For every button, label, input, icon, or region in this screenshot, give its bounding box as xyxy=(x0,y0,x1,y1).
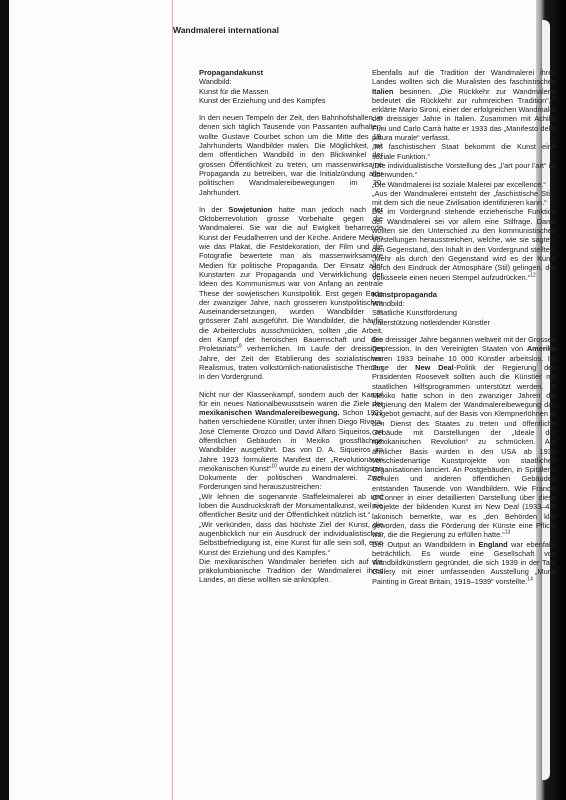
quote: „Wir lehnen die sogenannte Staffeleimalerei ab und loben die Ausdruckskraft der Monumentalkunst, weil sie öffentlicher Besitz und der Öffentlichkeit nützlich ist.“ xyxy=(199,491,383,520)
section-subtitle: Wandbild: xyxy=(199,77,232,87)
footnote-ref: 12 xyxy=(530,272,536,279)
quote: „Wir verkünden, dass das höchste Ziel der Kunst, die augenblicklich nur ein Ausdruck der individualistischen Selbstbefriedigung ist, eine Kunst für alle sein soll, eine Kunst der Erziehung und des Kampfes.“ xyxy=(199,519,383,557)
section-heading: Propagandakunst xyxy=(199,68,264,77)
margin-rule xyxy=(172,0,173,800)
running-header: Wandmalerei international xyxy=(173,25,279,35)
paragraph: Die im Vordergrund stehende erzieherische Funktion der Wandmalerei sei vor allem eine Stilfrage. Damit wollten sie den Unterschied zu den kommunistischen Vorstellungen herausstreichen, welche, wie sie sagten, den Gegenstand, den Inhalt in den Vordergrund stellten. „Mehr als durch den Gegenstand wird es der Kunst durch den Eindruck der Atmosphäre (Stil) gelingen, der Volksseele einen neuen Stempel aufzudrücken.“$^{12}$ xyxy=(372,207,556,282)
section-subtitle: Staatliche Kunstförderung xyxy=(372,308,458,318)
quote: „Die Wandmalerei ist soziale Malerei par excellence.“ xyxy=(372,179,546,189)
footnote-ref: 14 xyxy=(527,576,533,583)
paragraph: Die mexikanischen Wandmaler beriefen sich auf die präkolumbianische Tradition der Wandmalerei ihres Landes, an diese wollten sie anknüpfen. xyxy=(199,556,383,585)
quote: „Die individualistische Vorstellung des „l’art pour l’art“ ist überwunden.“ xyxy=(372,160,556,180)
paragraph: In der Sowjetunion hatte man jedoch nach der Oktoberrevolution grosse Vorbehalte gegen die Wandmalerei. Sie war die auf Ewigkeit beharrende Kunst der Feudalherren und der Kirche. Andere Medien wie das Plakat, die Festdekoration, der Film und die Fotografie bewertete man als massenwirksamere Medien für politische Propaganda. Der Einsatz aller Kunstarten zur Propaganda und Verwirklichung der Ideen des Kommunismus war von Anfang an zentrale These der sowjetischen Kunstpolitik. Erst gegen Ende der zwanziger Jahre, nach grosseren kunstpolitischen Auseinandersetzungen, wurden Wandbilder in grösserer Zahl ausgeführt. Die Wandbilder, die häufig die Arbeiterclubs ausschmückten, sollten „die Arbeit, den Kampf der heroischen Bauernschaft und des Proletariats“$^9$ verherrlichen. Im Laufe der dreissiger Jahre, der Zeit der Etablierung des sozialistischen Realismus, traten volkstümlich-nationalistische Themen in den Vordergrund. xyxy=(199,204,383,382)
text-column-right xyxy=(372,68,556,586)
footnote-ref: 9 xyxy=(238,343,242,350)
quote: „Aus der Wandmalerei entsteht der „faschistische Stil“, mit dem sich die neue Zivilisation identifizieren kann.“ xyxy=(372,188,556,208)
paragraph: Die dreissiger Jahre begannen weltweit mit der Grossen Depression. In den Vereinigten Staaten von Amerika waren 1933 beinahe 10 000 Künstler arbeitslos. Im Zuge der New Deal-Politik der Regierung des Präsidenten Roosevelt sollten auch die Künstler mit staatlichen Hilfsprogrammen unterstützt werden. In Mexiko hatte schon in den zwanziger Jahren die Regierung den Malern der Wandmalereibewegung das Angebot gemacht, auf der Basis von Klempnerlöhnen in den Dienst des Staates zu treten und öffentliche Gebäude mit Darstellungen der „Ideale der mexikanischen Revolution“ zu schmücken. Auf ähnlicher Basis wurden in den USA ab 1933 verschiedenartige Kunstprojekte von staatlichen Organisationen lanciert. An Postgebäuden, in Spitälern, Schulen und anderen öffentlichen Gebäuden entstanden Tausende von Wandbildern. Wie Francis O’Conner in einer detaillierten Darstellung über diese Projekte der bildenden Kunst im New Deal (1933–43) lakonisch bemerkte, war es „den Behörden klar geworden, dass die Förderung der Künste eine Pflicht war, die die Regierung zu erfüllen hatte.“$^{13}$ xyxy=(372,335,556,540)
paragraph: Der Output an Wandbildern in England war ebenfalls beträchtlich. Es wurde eine Gesellschaft von Wandbildkünstlern gegründet, die sich 1939 in der Tate Gallery mit einer umfassenden Ausstellung „Mural Painting in Great Britain, 1919–1939“ vorstellte.$^{14}$ xyxy=(372,539,556,586)
footnote-ref: 10 xyxy=(271,463,277,470)
section-subtitle: Kunst der Erziehung und des Kampfes xyxy=(199,95,326,105)
paragraph: Nicht nur der Klassenkampf, sondern auch der Kampf für ein neues Nationalbewusstsein waren die Ziele der mexikanischen Wandmalereibewegung. Schon 1921 hatten verschiedene Künstler, unter ihnen Diego Rivera, José Clemente Orozco und David Alfaro Siqueiros, an öffentlichen Gebäuden in Mexiko grossflächige Wandbilder ausgeführt. Das von D. A. Siqueiros im Jahre 1923 formulierte Manifest der „Revolutionären mexikanischen Kunst“$^{10}$ wurde zu einem der wichtigsten Dokumente der politischen Wandmalerei. Zwei Forderungen sind herauszustreichen: xyxy=(199,389,383,492)
paragraph: In den neuen Tempeln der Zeit, den Bahnhofshallen, in denen sich täglich Tausende von Passanten aufhalten, wollte Gustave Courbet schon um die Mitte des 19. Jahrhunderts Wandbilder malen. Die Möglichkeit, mit dem öffentlichen Wandbild in den Blickwinkel der grossen Öffentlichkeit zu treten, um massenwirksame Propaganda zu betreiben, war die Initialzündung aller politischen Wandmalereibewegungen im 20. Jahrhundert. xyxy=(199,113,383,197)
section-subtitle: Kunst für die Massen xyxy=(199,86,269,96)
text-column-left xyxy=(199,68,383,585)
footnote-ref: 11 xyxy=(550,95,556,102)
footnote-ref: 13 xyxy=(504,529,511,536)
book-page xyxy=(9,0,556,800)
scan-border-left xyxy=(0,0,9,800)
section-subtitle: Unterstützung notleidender Künstler xyxy=(372,317,490,327)
quote: „Im faschistischen Staat bekommt die Kunst eine soziale Funktion.“ xyxy=(372,142,556,161)
section-subtitle: Wandbild: xyxy=(372,299,405,309)
paragraph: Ebenfalls auf die Tradition der Wandmalerei ihres Landes wollten sich die Muralisten des faschistischen Italien besinnen. „Die Rückkehr zur Wandmalerei bedeutet die Rückkehr zur ruhmreichen Tradition“,$^{11}$ erklärte Mario Sironi, einer der erfolgreichen Wandmaler der dreissiger Jahre in Italien. Zusammen mit Achille Funi und Carlo Carrà hatte er 1933 das „Manifesto della pittura murale“ verfasst. xyxy=(372,68,556,143)
section-heading: Kunstpropaganda xyxy=(372,289,437,299)
